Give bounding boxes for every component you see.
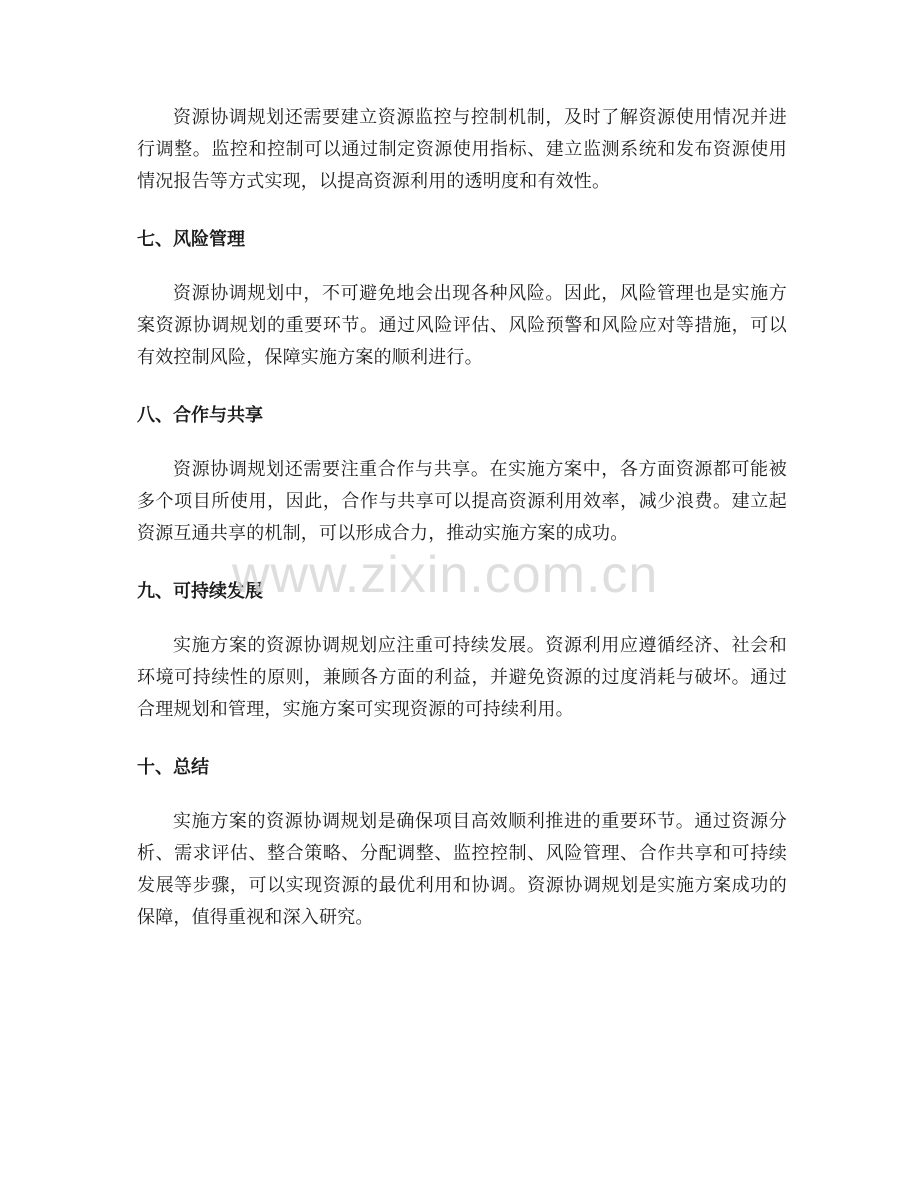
section-heading: 九、可持续发展 xyxy=(137,581,263,602)
section-cooperation-sharing xyxy=(137,374,787,550)
section-summary xyxy=(137,726,787,934)
section-paragraph: 资源协调规划还需要注重合作与共享。在实施方案中，各方面资源都可能被多个项目所使用，因此，合作与共享可以提高资源利用效率，减少浪费。建立起资源互通共享的机制，可以形成合力，推动实施方案的成功。 xyxy=(137,459,787,544)
section-paragraph: 资源协调规划中，不可避免地会出现各种风险。因此，风险管理也是实施方案资源协调规划的重要环节。通过风险评估、风险预警和风险应对等措施，可以有效控制风险，保障实施方案的顺利进行。 xyxy=(137,283,787,368)
watermark: www.zixin.com.cn xyxy=(232,546,659,604)
intro-paragraph: 资源协调规划还需要建立资源监控与控制机制，及时了解资源使用情况并进行调整。监控和控制可以通过制定资源使用指标、建立监测系统和发布资源使用情况报告等方式实现，以提高资源利用的透明度和有效性。 xyxy=(137,107,787,192)
section-heading: 八、合作与共享 xyxy=(137,405,263,426)
section-paragraph: 实施方案的资源协调规划是确保项目高效顺利推进的重要环节。通过资源分析、需求评估、整合策略、分配调整、监控控制、风险管理、合作共享和可持续发展等步骤，可以实现资源的最优利用和协调。资源协调规划是实施方案成功的保障，值得重视和深入研究。 xyxy=(137,811,787,928)
section-heading: 七、风险管理 xyxy=(137,229,245,250)
section-risk-management xyxy=(137,198,787,374)
section-heading: 十、总结 xyxy=(137,757,209,778)
document-body xyxy=(137,102,787,934)
section-sustainable-development xyxy=(137,550,787,726)
section-paragraph: 实施方案的资源协调规划应注重可持续发展。资源利用应遵循经济、社会和环境可持续性的原则，兼顾各方面的利益，并避免资源的过度消耗与破坏。通过合理规划和管理，实施方案可实现资源的可持续利用。 xyxy=(137,635,787,720)
